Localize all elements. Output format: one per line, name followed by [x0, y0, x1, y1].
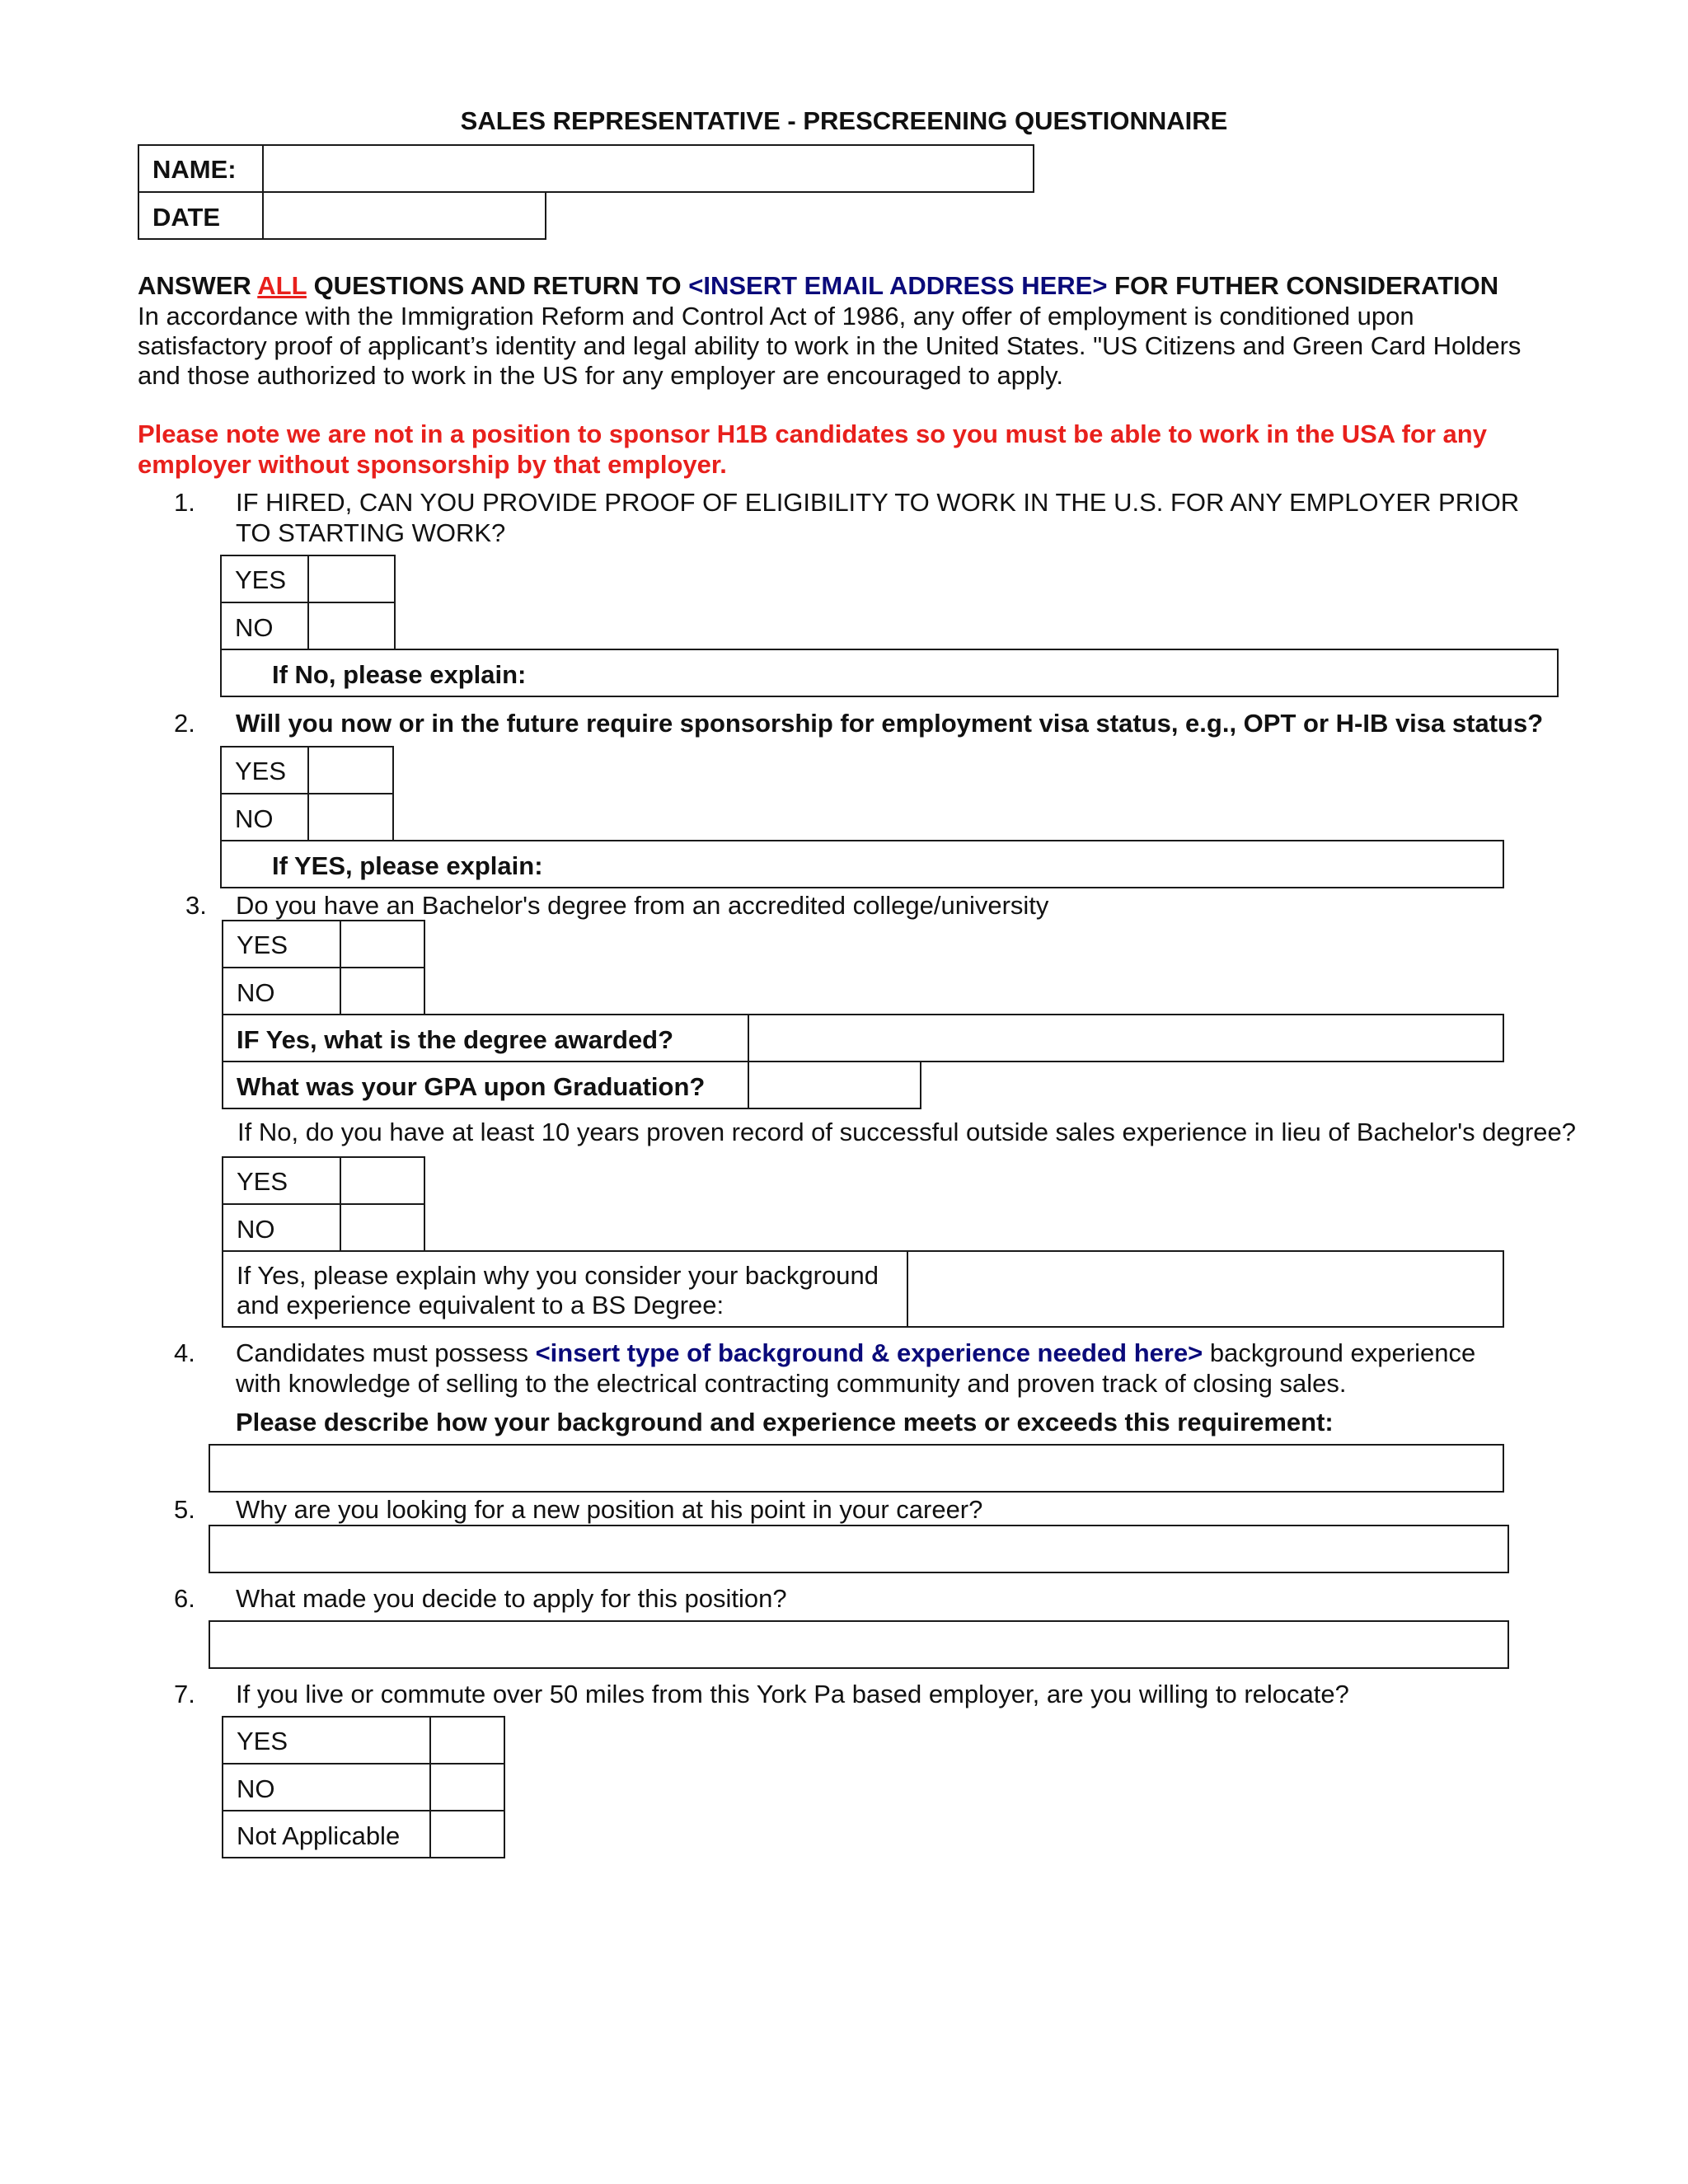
q3-alt-no-label-cell	[222, 1203, 341, 1252]
name-label-cell	[138, 144, 264, 193]
q2-no-label: NO	[235, 804, 274, 833]
q2-no-label-cell	[220, 793, 309, 841]
q3-gpa-label: What was your GPA upon Graduation?	[237, 1072, 706, 1101]
q7-yes-label-cell	[222, 1716, 431, 1765]
q7-no-label-cell	[222, 1763, 431, 1811]
q2-yes-box[interactable]	[307, 746, 394, 794]
q7-yes-label: YES	[237, 1727, 288, 1755]
q1-explain-label: If No, please explain:	[272, 660, 527, 689]
q4-number: 4.	[174, 1338, 195, 1367]
q1-number: 1.	[174, 488, 195, 517]
q1-text-line-2: TO STARTING WORK?	[236, 518, 506, 547]
name-field[interactable]	[262, 144, 1034, 193]
q1-no-box[interactable]	[307, 602, 396, 650]
q2-no-box[interactable]	[307, 793, 394, 841]
q3-yes-label-cell	[222, 920, 341, 968]
q2-explain-label: If YES, please explain:	[272, 851, 543, 880]
q5-answer-field[interactable]	[209, 1525, 1509, 1573]
q1-yes-label: YES	[235, 565, 287, 594]
q3-yes-box[interactable]	[340, 920, 425, 968]
q3-yes-label: YES	[237, 930, 288, 959]
q5-text: Why are you looking for a new position at his point in your career?	[236, 1495, 983, 1524]
q1-yes-label-cell	[220, 555, 309, 603]
legal-text-line-3: and those authorized to work in the US for any employer are encouraged to apply.	[138, 361, 1063, 390]
q3-gpa-label-cell	[222, 1061, 749, 1109]
q5-number: 5.	[174, 1495, 195, 1524]
q3-no-label: NO	[237, 978, 275, 1007]
date-label: DATE	[152, 203, 221, 232]
q3-alt-yes-label: YES	[237, 1167, 288, 1196]
q3-alt-explain-field[interactable]	[907, 1250, 1504, 1328]
q7-no-box[interactable]	[429, 1763, 505, 1811]
legal-text-line-1: In accordance with the Immigration Reform and Control Act of 1986, any offer of employment is conditioned upon	[138, 302, 1414, 330]
q3-alt-text: If No, do you have at least 10 years proven record of successful outside sales experience in lieu of Bachelor's degree?	[237, 1118, 1577, 1146]
sponsorship-notice-line-2: employer without sponsorship by that employer.	[138, 450, 727, 479]
q3-number: 3.	[185, 891, 207, 920]
q2-yes-label-cell	[220, 746, 309, 794]
date-label-cell	[138, 191, 264, 240]
q7-text: If you live or commute over 50 miles from this York Pa based employer, are you willing to relocate?	[236, 1680, 1349, 1708]
sponsorship-notice-line-1: Please note we are not in a position to sponsor H1B candidates so you must be able to work in the USA for any	[138, 419, 1487, 448]
date-field[interactable]	[262, 191, 546, 240]
q7-na-label-cell	[222, 1810, 431, 1858]
q3-degree-label-cell	[222, 1014, 749, 1062]
q1-no-label-cell	[220, 602, 309, 650]
name-label: NAME:	[152, 155, 237, 184]
q7-number: 7.	[174, 1680, 195, 1708]
q6-text: What made you decide to apply for this position?	[236, 1584, 787, 1613]
q4-background-placeholder: <insert type of background & experience needed here>	[535, 1338, 1203, 1367]
q2-text: Will you now or in the future require sponsorship for employment visa status, e.g., OPT or H-IB visa status?	[236, 709, 1544, 738]
q3-no-box[interactable]	[340, 967, 425, 1015]
all-emphasis: ALL	[257, 271, 307, 300]
q6-answer-field[interactable]	[209, 1620, 1509, 1669]
q1-text-line-1: IF HIRED, CAN YOU PROVIDE PROOF OF ELIGIBILITY TO WORK IN THE U.S. FOR ANY EMPLOYER PRIOR	[236, 488, 1520, 517]
q1-yes-box[interactable]	[307, 555, 396, 603]
q2-yes-label: YES	[235, 757, 287, 785]
q4-prompt: Please describe how your background and experience meets or exceeds this requirement:	[236, 1408, 1334, 1436]
q3-alt-explain-label-line-2: and experience equivalent to a BS Degree:	[237, 1291, 724, 1319]
q4-text-line-2: with knowledge of selling to the electrical contracting community and proven track of closing sales.	[236, 1369, 1347, 1398]
q7-na-label: Not Applicable	[237, 1821, 401, 1850]
q4-answer-field[interactable]	[209, 1444, 1504, 1493]
page-title: SALES REPRESENTATIVE - PRESCREENING QUESTIONNAIRE	[460, 106, 1228, 135]
q3-alt-explain-label-line-1: If Yes, please explain why you consider your background	[237, 1261, 879, 1290]
q1-no-label: NO	[235, 613, 274, 642]
q7-yes-box[interactable]	[429, 1716, 505, 1765]
q3-alt-yes-label-cell	[222, 1156, 341, 1205]
q6-number: 6.	[174, 1584, 195, 1613]
q7-no-label: NO	[237, 1774, 275, 1803]
q3-alt-explain-label-cell	[222, 1250, 908, 1328]
q3-alt-no-box[interactable]	[340, 1203, 425, 1252]
q3-no-label-cell	[222, 967, 341, 1015]
q3-degree-label: IF Yes, what is the degree awarded?	[237, 1025, 674, 1054]
instruction-line: ANSWER ALL QUESTIONS AND RETURN TO <INSERT EMAIL ADDRESS HERE> FOR FUTHER CONSIDERATION	[138, 271, 1499, 300]
q3-text: Do you have an Bachelor's degree from an accredited college/university	[236, 891, 1049, 920]
email-placeholder: <INSERT EMAIL ADDRESS HERE>	[688, 271, 1108, 300]
q1-explain-field[interactable]	[220, 649, 1559, 697]
q3-degree-field[interactable]	[748, 1014, 1504, 1062]
q4-text-line-1: Candidates must possess <insert type of background & experience needed here> background experience	[236, 1338, 1476, 1367]
q7-na-box[interactable]	[429, 1810, 505, 1858]
legal-text-line-2: satisfactory proof of applicant’s identity and legal ability to work in the United States. "US Citizens and Green Card Holders	[138, 331, 1522, 360]
q3-alt-no-label: NO	[237, 1215, 275, 1244]
q2-explain-field[interactable]	[220, 840, 1504, 888]
q3-gpa-field[interactable]	[748, 1061, 921, 1109]
q3-alt-yes-box[interactable]	[340, 1156, 425, 1205]
q2-number: 2.	[174, 709, 195, 738]
